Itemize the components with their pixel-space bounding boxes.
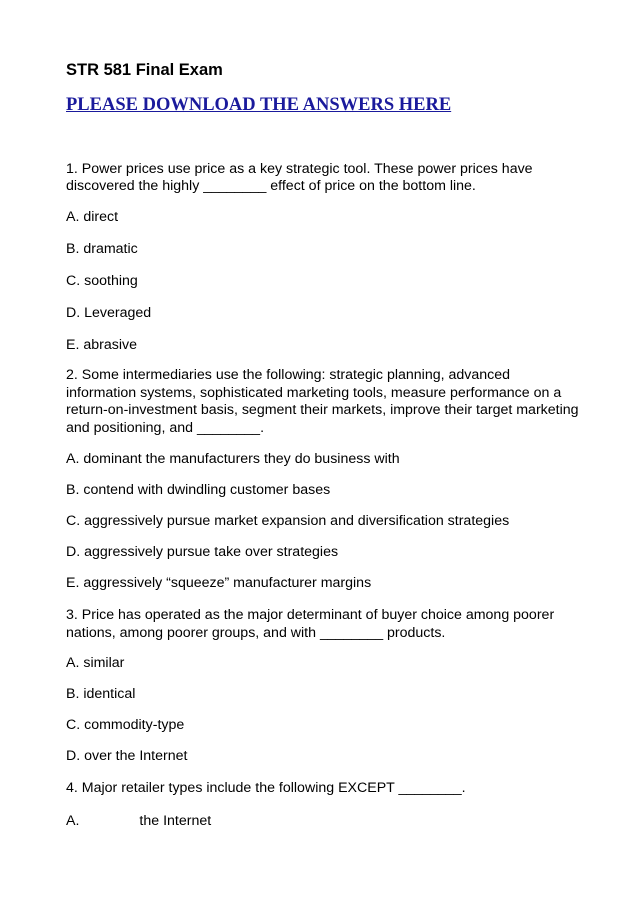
question-2-prompt-line-1: 2. Some intermediaries use the following: strategic planning, advanced: [66, 367, 511, 383]
question-1-prompt-line-1: 1. Power prices use price as a key strategic tool. These power prices have: [66, 161, 533, 177]
question-3-option-a: A. similar: [66, 655, 125, 671]
question-2-option-d: D. aggressively pursue take over strategies: [66, 544, 339, 560]
question-4-option-a-letter: A.: [66, 813, 80, 829]
question-2-prompt-line-2: information systems, sophisticated marketing tools, measure performance on a: [66, 385, 562, 401]
question-3-prompt-line-2: nations, among poorer groups, and with ________ products.: [66, 625, 446, 641]
document-title: STR 581 Final Exam: [66, 61, 223, 79]
question-2-option-b: B. contend with dwindling customer bases: [66, 482, 331, 498]
question-3-prompt-line-1: 3. Price has operated as the major determinant of buyer choice among poorer: [66, 607, 555, 623]
question-4-option-a-text: the Internet: [139, 813, 212, 829]
question-1-option-d: D. Leveraged: [66, 305, 152, 321]
question-2-prompt-line-3: return-on-investment basis, segment their markets, improve their target marketing: [66, 402, 579, 418]
question-2-option-e: E. aggressively “squeeze” manufacturer margins: [66, 575, 372, 591]
question-2-prompt-line-4: and positioning, and ________.: [66, 420, 265, 436]
question-2-option-a: A. dominant the manufacturers they do business with: [66, 451, 400, 467]
question-2-option-c: C. aggressively pursue market expansion and diversification strategies: [66, 513, 510, 529]
question-3-option-d: D. over the Internet: [66, 748, 188, 764]
download-answers-link[interactable]: PLEASE DOWNLOAD THE ANSWERS HERE: [66, 95, 452, 115]
question-1-prompt-line-2: discovered the highly ________ effect of price on the bottom line.: [66, 178, 476, 194]
question-4-prompt-line-1: 4. Major retailer types include the following EXCEPT ________.: [66, 780, 466, 796]
question-1-option-e: E. abrasive: [66, 337, 137, 353]
question-1-option-c: C. soothing: [66, 273, 138, 289]
question-4-option-a: [66, 813, 211, 831]
question-1-option-b: B. dramatic: [66, 241, 138, 257]
question-3-option-c: C. commodity-type: [66, 717, 185, 733]
question-3-option-b: B. identical: [66, 686, 136, 702]
question-1-option-a: A. direct: [66, 209, 119, 225]
